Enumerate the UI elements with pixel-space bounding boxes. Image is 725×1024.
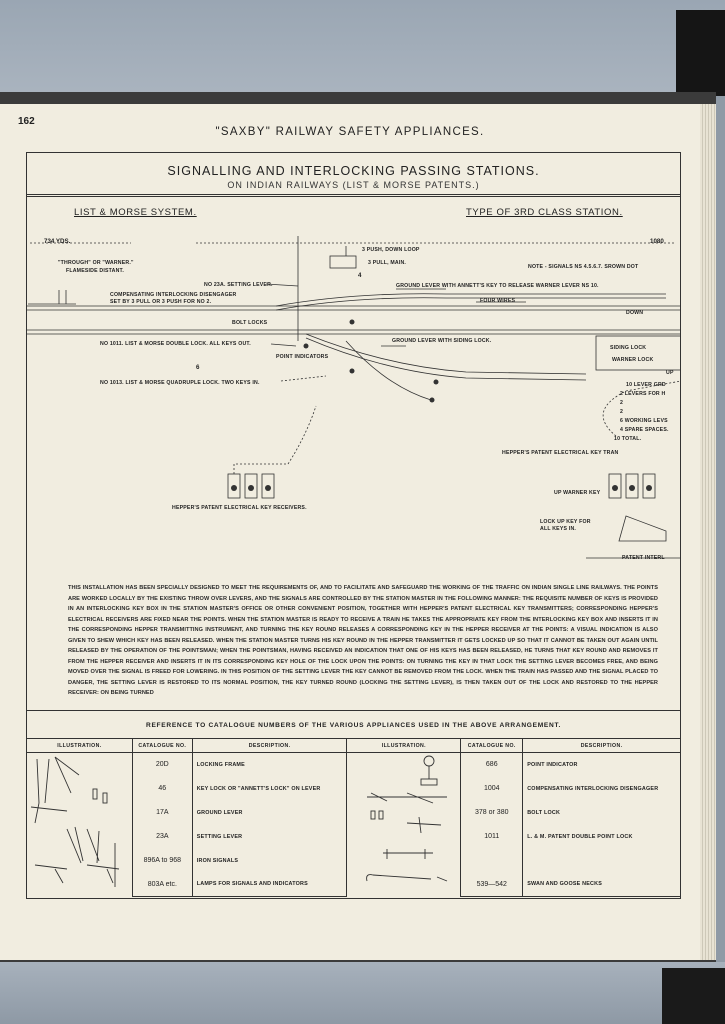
label-point-indicators: POINT INDICATORS xyxy=(276,354,329,360)
header-description-left: DESCRIPTION. xyxy=(192,739,347,753)
description xyxy=(523,849,681,873)
header-catalogue-right: CATALOGUE NO. xyxy=(461,739,523,753)
catalogue-no: 23A xyxy=(132,825,192,849)
header-description-right: DESCRIPTION. xyxy=(523,739,681,753)
label-down: DOWN xyxy=(626,310,644,316)
catalogue-no: 686 xyxy=(461,753,523,777)
label-through-warner: "THROUGH" OR "WARNER." xyxy=(58,260,134,266)
description: L. & M. PATENT DOUBLE POINT LOCK xyxy=(523,825,681,849)
description: COMPENSATING INTERLOCKING DISENGAGER xyxy=(523,777,681,801)
plate-subtitle: ON INDIAN RAILWAYS (LIST & MORSE PATENTS.) xyxy=(227,180,480,190)
label-hepper-receivers: HEPPER'S PATENT ELECTRICAL KEY RECEIVERS. xyxy=(172,505,307,511)
diagram-heading-left: LIST & MORSE SYSTEM. xyxy=(74,207,197,218)
catalogue-no: 17A xyxy=(132,801,192,825)
label-two-levers: 2 LEVERS FOR H xyxy=(620,391,666,397)
catalogue-no: 1011 xyxy=(461,825,523,849)
label-fishplate: FLAMESIDE DISTANT. xyxy=(66,268,124,274)
label-hepper-transmitter: HEPPER'S PATENT ELECTRICAL KEY TRAN xyxy=(502,450,619,456)
label-four-spare: 4 SPARE SPACES. xyxy=(620,427,669,433)
description: LOCKING FRAME xyxy=(192,753,347,777)
plate-title: SIGNALLING AND INTERLOCKING PASSING STATIONS. xyxy=(167,164,540,178)
distance-label-left: 734 YDS. xyxy=(44,238,71,245)
book-cover-edge-bottom xyxy=(662,968,725,1024)
label-no1011: NO 1011. LIST & MORSE DOUBLE LOCK. ALL KEYS OUT. xyxy=(100,341,251,347)
catalogue-no: 20D xyxy=(132,753,192,777)
label-ten-lever: 10 LEVER GRD xyxy=(626,382,666,388)
description: GROUND LEVER xyxy=(192,801,347,825)
label-setting-lever: NO 23A. SETTING LEVER. xyxy=(204,282,273,288)
label-ten-total: 10 TOTAL. xyxy=(614,436,642,442)
header-illustration-right: ILLUSTRATION. xyxy=(347,739,461,753)
label-patent-interl: PATENT INTERL xyxy=(622,555,665,561)
running-head: "SAXBY" RAILWAY SAFETY APPLIANCES. xyxy=(215,126,485,138)
page-number: 162 xyxy=(18,116,35,127)
description: LAMPS FOR SIGNALS AND INDICATORS xyxy=(192,873,347,897)
catalogue-no: 539—542 xyxy=(461,873,523,897)
description: KEY LOCK OR "ANNETT'S LOCK" ON LEVER xyxy=(192,777,347,801)
label-up-warner-key: UP WARNER KEY xyxy=(554,490,601,496)
header-illustration-left: ILLUSTRATION. xyxy=(27,739,133,753)
description: IRON SIGNALS xyxy=(192,849,347,873)
description-paragraph: THIS INSTALLATION HAS BEEN SPECIALLY DESIGNED TO MEET THE REQUIREMENTS OF, AND TO FACILITATE AND SAFEGUARD THE WORKING OF THE TRAFFIC ON INDIAN SINGLE LINE RAILWAYS. THE POINTS ARE WORKED LOCALLY BY THE EXISTING THROW OVER LEVERS, AND THE SIGNALS ARE CONTROLLED BY THE STATION MASTER IN THE FOLLOWING MANNER: THE REQUISITE NUMBER OF KEYS IS PROVIDED IN AN INTERLOCKING KEY BOX IN THE STATION MASTER'S OFFICE OR OTHER CONVENIENT POSITION, TOGETHER WITH HEPPER'S PATENT ELECTRICAL KEY TRANSMITTERS; CORRESPONDING HEPPER'S ELECTRICAL RECEIVERS ARE FIXED NEAR THE POINTS. WHEN THE STATION MASTER IS READY TO RECEIVE A TRAIN HE TAKES THE APPROPRIATE KEY FROM THE INTERLOCKING KEY BOX AND INSERTS IT IN THE CORRESPONDING HEPPER TRANSMITTING INSTRUMENT, AND TURNING THE KEY ROUND RELEASES A CORRESPONDING KEY IN THE HEPPER RECEIVER AT THE POINTS: A VISUAL INDICATION IS ALSO GIVEN TO SHEW WHICH KEY HAS BEEN RELEASED. WHEN THE STATION MASTER TURNS HIS KEY ROUND IN THE HEPPER TRANSMITTER IT GETS LOCKED UP SO THAT IT CANNOT BE TAKEN OUT AGAIN UNTIL RELEASED BY THE OPERATION OF THE POINTSMAN; WHEN THE POINTSMAN, HAVING RECEIVED AN INDICATION THAT ONE OF HIS KEYS HAS BEEN RELEASED, HE TURNS THAT KEY ROUND AND REMOVES IT FROM THE HEPPER RECEIVER AND INSERTS IT IN ITS CORRESPONDING KEY HOLE OF THE LOCK UPON THE POINTS: ON TURNING THE KEY IN THAT LOCK THE SETTING LEVER BECOMES FREE, AND BEING MOVED OVER THE SIGNAL IS FREED FOR LOWERING. IN THIS POSITION OF THE SETTING LEVER THE KEY CANNOT BE REMOVED FROM THE LOCK. WHEN THE TRAIN HAS PASSED AND THE SIGNAL PLACED TO DANGER, THE SETTING LEVER IS RESTORED TO ITS NORMAL POSITION, THE KEY TURNED ROUND (LOCKING THE SETTING LEVER), IS THEN TAKEN OUT OF THE LOCK AND RESTORED TO THE HEPPER RECEIVER: ON BEING TURNED xyxy=(68,585,658,696)
label-up: UP xyxy=(666,370,674,376)
description: SETTING LEVER xyxy=(192,825,347,849)
label-bolt-locks: BOLT LOCKS xyxy=(232,320,268,326)
label-siding-lock: SIDING LOCK xyxy=(610,345,647,351)
distance-label-right: 1080 xyxy=(650,238,664,245)
label-push-down: 3 PUSH, DOWN LOOP xyxy=(362,247,420,253)
header-catalogue-left: CATALOGUE NO. xyxy=(132,739,192,753)
label-six: 6 xyxy=(196,364,200,371)
label-no1013: NO 1013. LIST & MORSE QUADRUPLE LOCK. TWO KEYS IN. xyxy=(100,380,260,386)
label-four: 4 xyxy=(358,272,362,279)
catalogue-no: 378 or 380 xyxy=(461,801,523,825)
label-two-b: 2 xyxy=(620,409,624,415)
signal-illustration xyxy=(27,753,133,897)
label-all-keys-in: ALL KEYS IN. xyxy=(540,526,577,532)
label-ground-lever-siding: GROUND LEVER WITH SIDING LOCK. xyxy=(392,338,492,344)
label-warner-lock: WARNER LOCK xyxy=(612,357,654,363)
reference-title: REFERENCE TO CATALOGUE NUMBERS OF THE VARIOUS APPLIANCES USED IN THE ABOVE ARRANGEMENT. xyxy=(145,722,562,729)
book-cover-edge xyxy=(676,10,725,96)
catalogue-no xyxy=(461,849,523,873)
catalogue-no: 803A etc. xyxy=(132,873,192,897)
description: SWAN AND GOOSE NECKS xyxy=(523,873,681,897)
diagram-heading-right: TYPE OF 3RD CLASS STATION. xyxy=(466,207,623,218)
catalogue-no: 46 xyxy=(132,777,192,801)
appliance-illustration xyxy=(347,753,461,897)
label-ground-lever-annett: GROUND LEVER WITH ANNETT'S KEY TO RELEASE WARNER LEVER NS 10. xyxy=(396,283,599,289)
label-lock-up-key: LOCK UP KEY FOR xyxy=(540,519,591,525)
background-top xyxy=(0,0,725,96)
label-compensating: COMPENSATING INTERLOCKING DISENGAGER xyxy=(110,292,237,298)
table-row xyxy=(27,753,681,777)
label-pull-main: 3 PULL, MAIN. xyxy=(368,260,407,266)
table-header-row xyxy=(27,739,681,753)
catalogue-no: 896A to 968 xyxy=(132,849,192,873)
reference-table xyxy=(26,738,681,897)
illustration-right xyxy=(347,753,461,897)
illustration-signals-left xyxy=(27,753,133,897)
label-compensating-2: SET BY 3 PULL OR 3 PUSH FOR NO 2. xyxy=(110,299,212,305)
background-bottom xyxy=(0,962,725,1024)
label-four-wires: FOUR WIRES xyxy=(480,298,516,304)
label-six-working: 6 WORKING LEVS xyxy=(620,418,668,424)
description: BOLT LOCK xyxy=(523,801,681,825)
label-two-a: 2 xyxy=(620,400,624,406)
page-edges xyxy=(700,104,716,960)
catalogue-no: 1004 xyxy=(461,777,523,801)
label-note-signals: NOTE - SIGNALS NS 4.5.6.7. SROWN DOT xyxy=(528,264,639,270)
description: POINT INDICATOR xyxy=(523,753,681,777)
reference-rule xyxy=(26,710,681,711)
